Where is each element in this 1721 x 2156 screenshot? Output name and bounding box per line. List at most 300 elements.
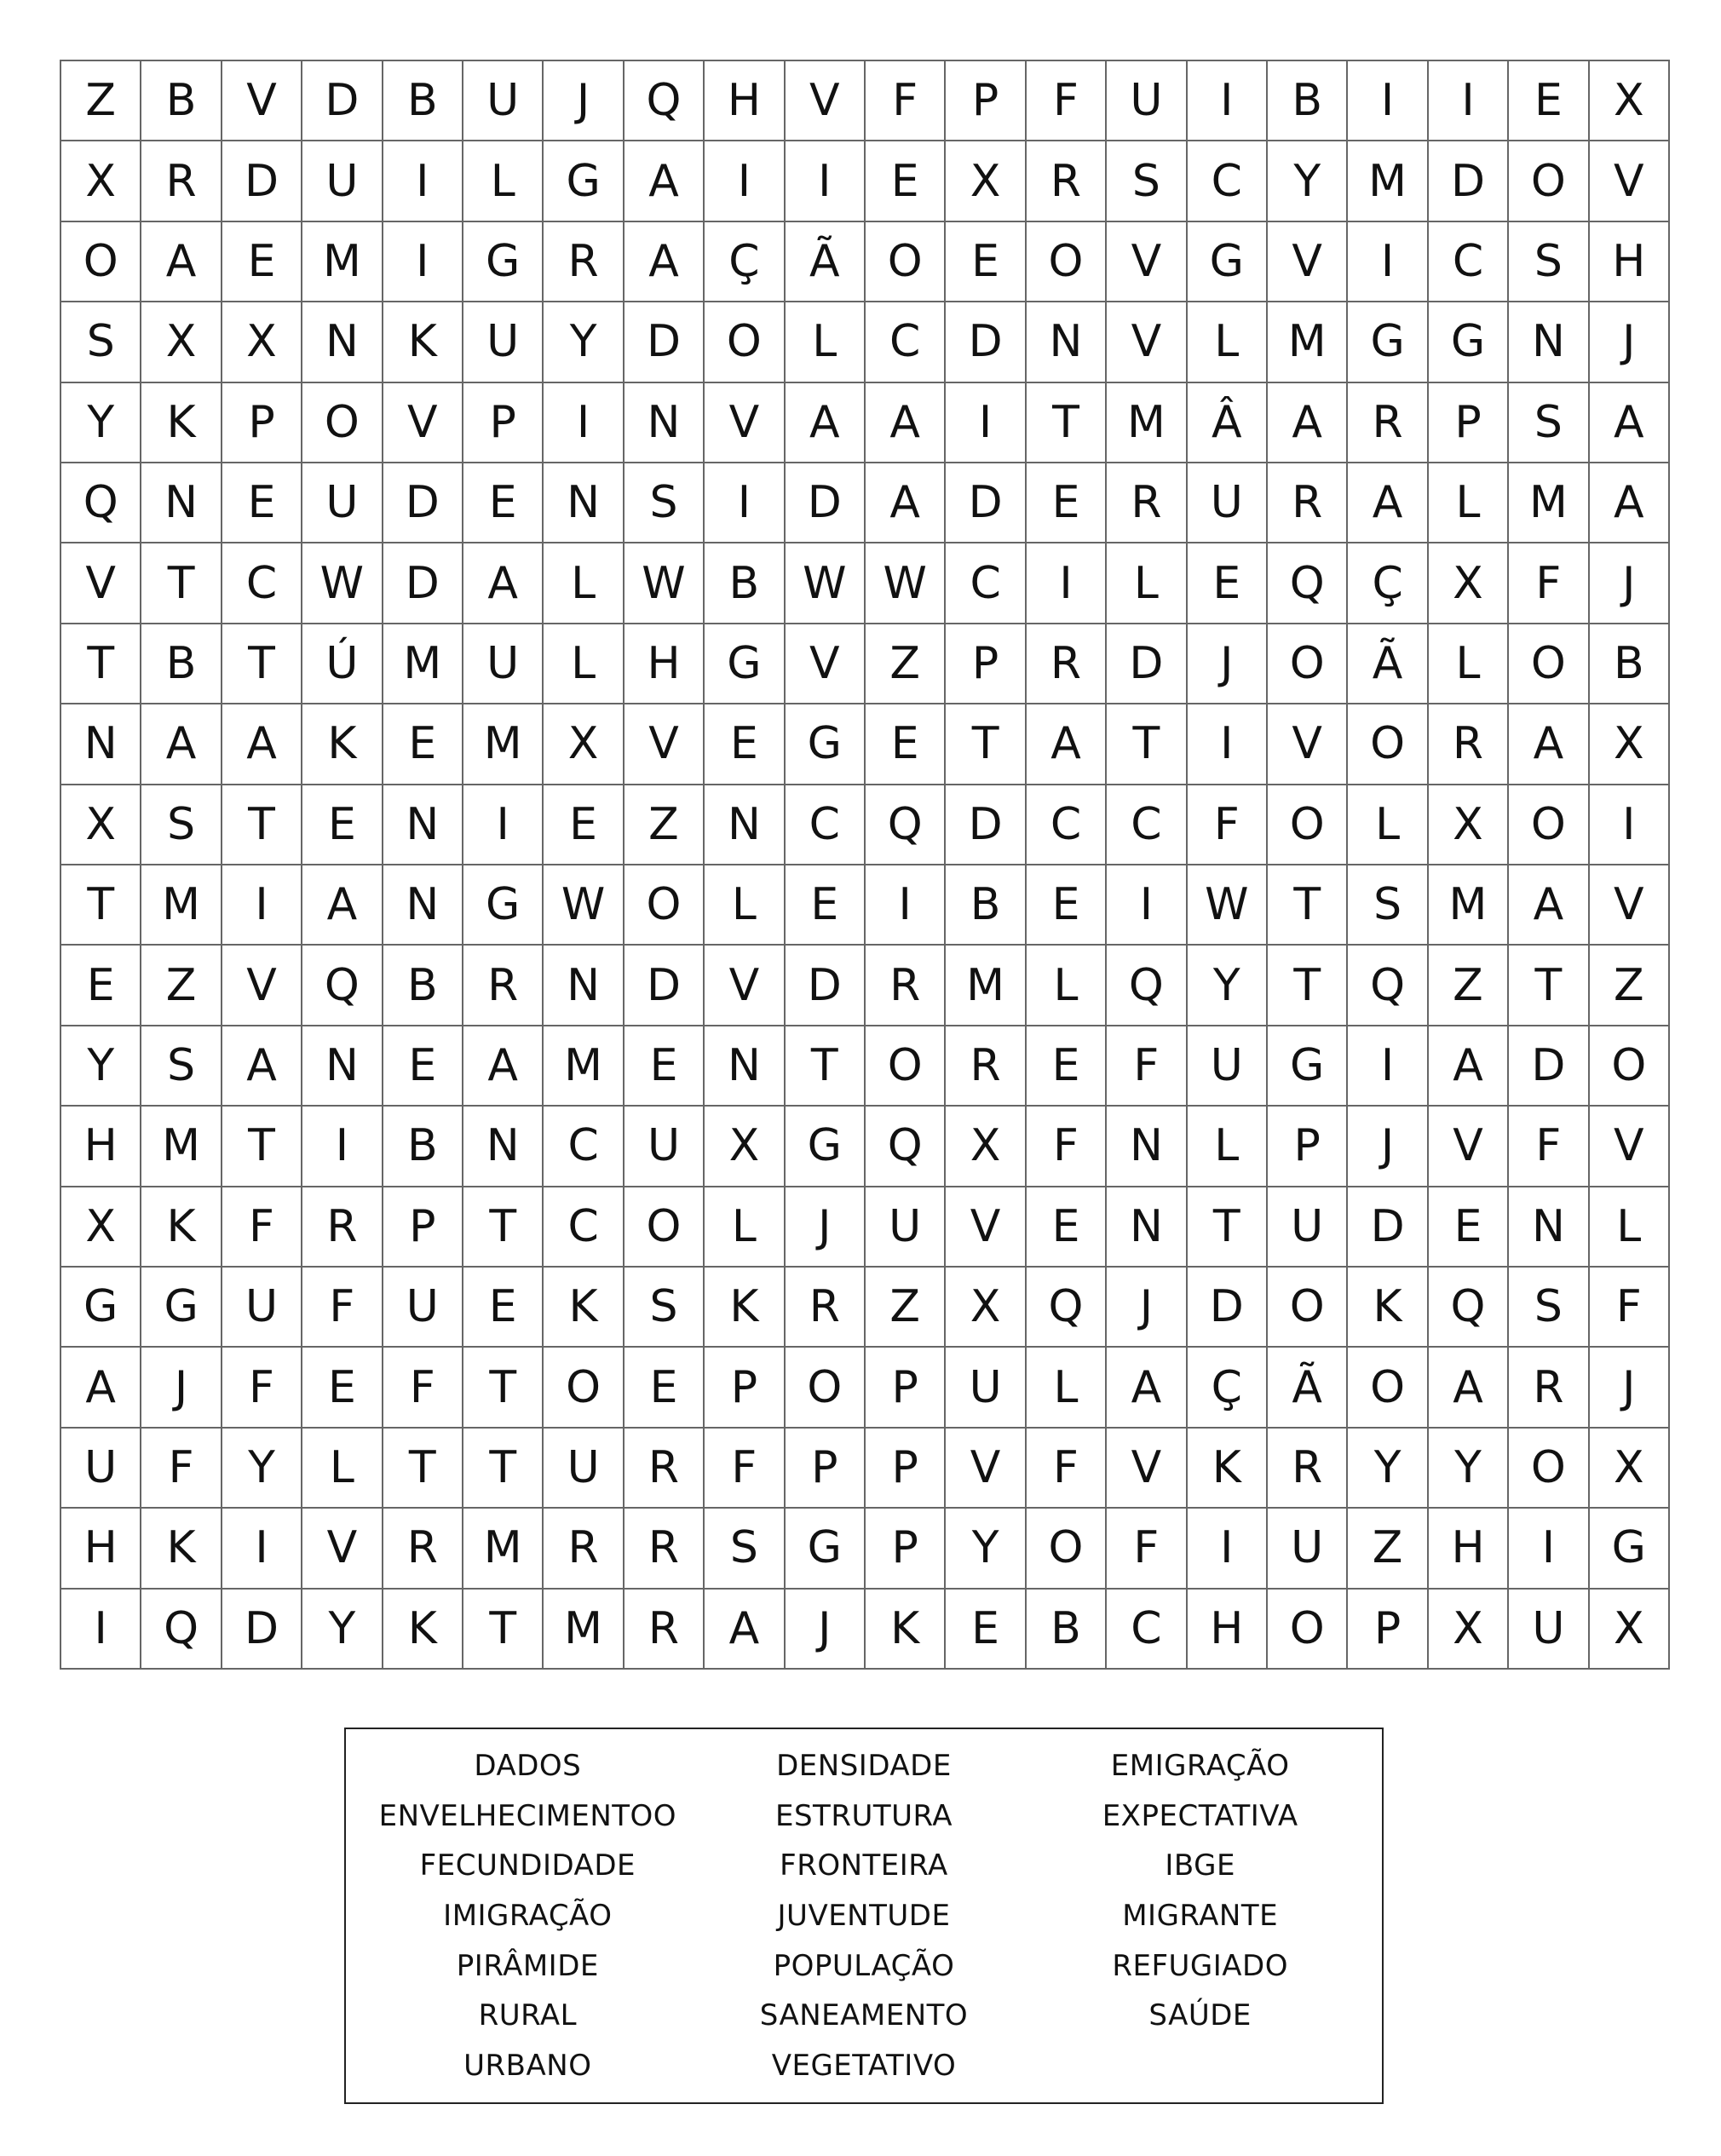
grid-cell[interactable]: A (222, 704, 302, 785)
grid-cell[interactable]: A (1590, 383, 1670, 463)
grid-cell[interactable]: R (1268, 463, 1348, 543)
grid-cell[interactable]: T (61, 865, 141, 946)
grid-cell[interactable]: Q (61, 463, 141, 543)
grid-cell[interactable]: M (302, 222, 383, 302)
grid-cell[interactable]: L (705, 865, 785, 946)
grid-cell[interactable]: E (946, 222, 1026, 302)
grid-cell[interactable]: E (625, 1348, 705, 1428)
grid-cell[interactable]: S (61, 302, 141, 382)
grid-cell[interactable]: A (1348, 463, 1428, 543)
grid-cell[interactable]: V (1107, 1429, 1187, 1509)
grid-cell[interactable]: E (463, 463, 544, 543)
grid-cell[interactable]: Ç (705, 222, 785, 302)
grid-cell[interactable]: A (1509, 865, 1589, 946)
grid-cell[interactable]: R (1107, 463, 1187, 543)
grid-cell[interactable]: P (705, 1348, 785, 1428)
grid-cell[interactable]: I (1509, 1509, 1589, 1589)
grid-cell[interactable]: F (1509, 543, 1589, 624)
grid-cell[interactable]: R (866, 946, 946, 1026)
grid-cell[interactable]: A (705, 1590, 785, 1670)
grid-cell[interactable]: V (946, 1429, 1026, 1509)
grid-cell[interactable]: B (383, 946, 463, 1026)
grid-cell[interactable]: F (866, 61, 946, 141)
grid-cell[interactable]: C (866, 302, 946, 382)
grid-cell[interactable]: Z (625, 785, 705, 865)
grid-cell[interactable]: U (1188, 463, 1268, 543)
grid-cell[interactable]: F (1107, 1509, 1187, 1589)
grid-cell[interactable]: R (141, 141, 222, 221)
grid-cell[interactable]: V (1590, 141, 1670, 221)
grid-cell[interactable]: H (1429, 1509, 1509, 1589)
grid-cell[interactable]: F (1509, 1107, 1589, 1187)
grid-cell[interactable]: I (1348, 61, 1428, 141)
grid-cell[interactable]: S (1348, 865, 1428, 946)
grid-cell[interactable]: O (1590, 1026, 1670, 1107)
grid-cell[interactable]: M (383, 624, 463, 704)
grid-cell[interactable]: M (1107, 383, 1187, 463)
grid-cell[interactable]: S (625, 1268, 705, 1348)
grid-cell[interactable]: F (383, 1348, 463, 1428)
grid-cell[interactable]: E (383, 1026, 463, 1107)
grid-cell[interactable]: E (946, 1590, 1026, 1670)
grid-cell[interactable]: H (1590, 222, 1670, 302)
grid-cell[interactable]: M (1268, 302, 1348, 382)
grid-cell[interactable]: E (705, 704, 785, 785)
grid-cell[interactable]: K (302, 704, 383, 785)
grid-cell[interactable]: U (625, 1107, 705, 1187)
grid-cell[interactable]: K (141, 383, 222, 463)
grid-cell[interactable]: B (383, 1107, 463, 1187)
grid-cell[interactable]: C (1188, 141, 1268, 221)
grid-cell[interactable]: A (1429, 1026, 1509, 1107)
grid-cell[interactable]: T (1268, 865, 1348, 946)
grid-cell[interactable]: P (866, 1348, 946, 1428)
grid-cell[interactable]: T (786, 1026, 866, 1107)
grid-cell[interactable]: E (866, 141, 946, 221)
grid-cell[interactable]: I (946, 383, 1026, 463)
grid-cell[interactable]: Y (61, 383, 141, 463)
grid-cell[interactable]: Q (302, 946, 383, 1026)
grid-cell[interactable]: B (141, 624, 222, 704)
grid-cell[interactable]: E (1027, 1026, 1107, 1107)
grid-cell[interactable]: S (1509, 1268, 1589, 1348)
grid-cell[interactable]: L (1027, 1348, 1107, 1428)
grid-cell[interactable]: L (544, 543, 624, 624)
grid-cell[interactable]: M (946, 946, 1026, 1026)
grid-cell[interactable]: P (786, 1429, 866, 1509)
grid-cell[interactable]: V (625, 704, 705, 785)
grid-cell[interactable]: L (1429, 463, 1509, 543)
grid-cell[interactable]: X (705, 1107, 785, 1187)
grid-cell[interactable]: F (1590, 1268, 1670, 1348)
grid-cell[interactable]: I (705, 463, 785, 543)
grid-cell[interactable]: Ç (1188, 1348, 1268, 1428)
grid-cell[interactable]: K (383, 1590, 463, 1670)
grid-cell[interactable]: I (544, 383, 624, 463)
grid-cell[interactable]: O (1509, 1429, 1589, 1509)
grid-cell[interactable]: U (302, 141, 383, 221)
grid-cell[interactable]: L (544, 624, 624, 704)
grid-cell[interactable]: T (1509, 946, 1589, 1026)
grid-cell[interactable]: T (1188, 1187, 1268, 1268)
grid-cell[interactable]: N (383, 785, 463, 865)
grid-cell[interactable]: A (222, 1026, 302, 1107)
grid-cell[interactable]: T (463, 1187, 544, 1268)
grid-cell[interactable]: A (141, 704, 222, 785)
grid-cell[interactable]: S (1509, 222, 1589, 302)
grid-cell[interactable]: X (1590, 61, 1670, 141)
grid-cell[interactable]: I (1027, 543, 1107, 624)
grid-cell[interactable]: V (705, 946, 785, 1026)
grid-cell[interactable]: N (302, 302, 383, 382)
grid-cell[interactable]: X (946, 141, 1026, 221)
grid-cell[interactable]: A (866, 463, 946, 543)
grid-cell[interactable]: R (383, 1509, 463, 1589)
grid-cell[interactable]: Q (625, 61, 705, 141)
grid-cell[interactable]: X (946, 1268, 1026, 1348)
grid-cell[interactable]: P (1268, 1107, 1348, 1187)
grid-cell[interactable]: D (383, 543, 463, 624)
grid-cell[interactable]: G (141, 1268, 222, 1348)
grid-cell[interactable]: S (141, 785, 222, 865)
grid-cell[interactable]: W (544, 865, 624, 946)
grid-cell[interactable]: O (1509, 785, 1589, 865)
grid-cell[interactable]: X (1429, 543, 1509, 624)
grid-cell[interactable]: F (1188, 785, 1268, 865)
grid-cell[interactable]: A (302, 865, 383, 946)
grid-cell[interactable]: I (1348, 222, 1428, 302)
grid-cell[interactable]: D (786, 463, 866, 543)
grid-cell[interactable]: X (61, 141, 141, 221)
grid-cell[interactable]: Q (141, 1590, 222, 1670)
grid-cell[interactable]: V (1268, 222, 1348, 302)
grid-cell[interactable]: V (1107, 302, 1187, 382)
grid-cell[interactable]: F (222, 1348, 302, 1428)
grid-cell[interactable]: E (1188, 543, 1268, 624)
grid-cell[interactable]: X (1429, 1590, 1509, 1670)
grid-cell[interactable]: H (625, 624, 705, 704)
grid-cell[interactable]: C (1429, 222, 1509, 302)
grid-cell[interactable]: E (61, 946, 141, 1026)
grid-cell[interactable]: I (786, 141, 866, 221)
grid-cell[interactable]: V (61, 543, 141, 624)
grid-cell[interactable]: I (1188, 61, 1268, 141)
grid-cell[interactable]: O (544, 1348, 624, 1428)
grid-cell[interactable]: C (1107, 1590, 1187, 1670)
grid-cell[interactable]: Y (1188, 946, 1268, 1026)
grid-cell[interactable]: D (946, 302, 1026, 382)
grid-cell[interactable]: V (786, 61, 866, 141)
grid-cell[interactable]: I (61, 1590, 141, 1670)
grid-cell[interactable]: E (383, 704, 463, 785)
grid-cell[interactable]: B (705, 543, 785, 624)
grid-cell[interactable]: C (1027, 785, 1107, 865)
grid-cell[interactable]: D (1188, 1268, 1268, 1348)
grid-cell[interactable]: T (383, 1429, 463, 1509)
grid-cell[interactable]: O (1509, 141, 1589, 221)
grid-cell[interactable]: L (1027, 946, 1107, 1026)
grid-cell[interactable]: B (383, 61, 463, 141)
grid-cell[interactable]: L (705, 1187, 785, 1268)
grid-cell[interactable]: U (544, 1429, 624, 1509)
grid-cell[interactable]: E (1429, 1187, 1509, 1268)
grid-cell[interactable]: A (625, 141, 705, 221)
grid-cell[interactable]: P (383, 1187, 463, 1268)
grid-cell[interactable]: N (705, 1026, 785, 1107)
grid-cell[interactable]: C (544, 1107, 624, 1187)
grid-cell[interactable]: M (1348, 141, 1428, 221)
grid-cell[interactable]: Z (61, 61, 141, 141)
grid-cell[interactable]: K (1188, 1429, 1268, 1509)
grid-cell[interactable]: E (1027, 865, 1107, 946)
grid-cell[interactable]: X (946, 1107, 1026, 1187)
grid-cell[interactable]: D (946, 463, 1026, 543)
grid-cell[interactable]: I (1107, 865, 1187, 946)
grid-cell[interactable]: C (786, 785, 866, 865)
grid-cell[interactable]: G (705, 624, 785, 704)
grid-cell[interactable]: T (141, 543, 222, 624)
grid-cell[interactable]: V (222, 946, 302, 1026)
grid-cell[interactable]: R (302, 1187, 383, 1268)
grid-cell[interactable]: M (141, 865, 222, 946)
grid-cell[interactable]: Q (1268, 543, 1348, 624)
grid-cell[interactable]: L (463, 141, 544, 221)
grid-cell[interactable]: I (222, 865, 302, 946)
grid-cell[interactable]: Z (141, 946, 222, 1026)
grid-cell[interactable]: D (946, 785, 1026, 865)
grid-cell[interactable]: R (625, 1590, 705, 1670)
grid-cell[interactable]: R (1348, 383, 1428, 463)
grid-cell[interactable]: U (302, 463, 383, 543)
grid-cell[interactable]: O (1348, 1348, 1428, 1428)
grid-cell[interactable]: T (946, 704, 1026, 785)
grid-cell[interactable]: L (1188, 302, 1268, 382)
grid-cell[interactable]: E (463, 1268, 544, 1348)
grid-cell[interactable]: V (946, 1187, 1026, 1268)
grid-cell[interactable]: O (866, 1026, 946, 1107)
grid-cell[interactable]: J (1590, 1348, 1670, 1428)
grid-cell[interactable]: L (1590, 1187, 1670, 1268)
grid-cell[interactable]: T (463, 1590, 544, 1670)
grid-cell[interactable]: Y (61, 1026, 141, 1107)
grid-cell[interactable]: Q (1429, 1268, 1509, 1348)
grid-cell[interactable]: Y (302, 1590, 383, 1670)
grid-cell[interactable]: P (1348, 1590, 1428, 1670)
grid-cell[interactable]: W (302, 543, 383, 624)
grid-cell[interactable]: T (222, 624, 302, 704)
grid-cell[interactable]: Q (1348, 946, 1428, 1026)
grid-cell[interactable]: R (1027, 141, 1107, 221)
grid-cell[interactable]: G (786, 704, 866, 785)
grid-cell[interactable]: E (786, 865, 866, 946)
grid-cell[interactable]: Ã (1348, 624, 1428, 704)
grid-cell[interactable]: L (1429, 624, 1509, 704)
grid-cell[interactable]: T (463, 1348, 544, 1428)
grid-cell[interactable]: A (1429, 1348, 1509, 1428)
grid-cell[interactable]: B (1590, 624, 1670, 704)
grid-cell[interactable]: O (705, 302, 785, 382)
grid-cell[interactable]: K (705, 1268, 785, 1348)
grid-cell[interactable]: I (383, 222, 463, 302)
grid-cell[interactable]: N (1509, 1187, 1589, 1268)
grid-cell[interactable]: X (222, 302, 302, 382)
grid-cell[interactable]: Q (866, 1107, 946, 1187)
grid-cell[interactable]: Y (946, 1509, 1026, 1589)
grid-cell[interactable]: D (1107, 624, 1187, 704)
grid-cell[interactable]: K (1348, 1268, 1428, 1348)
grid-cell[interactable]: P (1429, 383, 1509, 463)
grid-cell[interactable]: D (1509, 1026, 1589, 1107)
grid-cell[interactable]: O (1268, 624, 1348, 704)
grid-cell[interactable]: L (302, 1429, 383, 1509)
grid-cell[interactable]: R (786, 1268, 866, 1348)
grid-cell[interactable]: U (463, 302, 544, 382)
grid-cell[interactable]: N (625, 383, 705, 463)
grid-cell[interactable]: R (1268, 1429, 1348, 1509)
grid-cell[interactable]: O (1027, 222, 1107, 302)
grid-cell[interactable]: X (1590, 1429, 1670, 1509)
grid-cell[interactable]: A (463, 543, 544, 624)
grid-cell[interactable]: Z (1348, 1509, 1428, 1589)
grid-cell[interactable]: Z (1429, 946, 1509, 1026)
grid-cell[interactable]: J (1348, 1107, 1428, 1187)
grid-cell[interactable]: Y (1429, 1429, 1509, 1509)
grid-cell[interactable]: P (946, 624, 1026, 704)
grid-cell[interactable]: I (302, 1107, 383, 1187)
grid-cell[interactable]: X (1429, 785, 1509, 865)
grid-cell[interactable]: B (1027, 1590, 1107, 1670)
grid-cell[interactable]: N (383, 865, 463, 946)
grid-cell[interactable]: T (463, 1429, 544, 1509)
grid-cell[interactable]: R (1429, 704, 1509, 785)
grid-cell[interactable]: X (544, 704, 624, 785)
grid-cell[interactable]: K (141, 1187, 222, 1268)
grid-cell[interactable]: B (141, 61, 222, 141)
grid-cell[interactable]: C (222, 543, 302, 624)
grid-cell[interactable]: T (1268, 946, 1348, 1026)
grid-cell[interactable]: A (1509, 704, 1589, 785)
grid-cell[interactable]: J (786, 1590, 866, 1670)
grid-cell[interactable]: W (625, 543, 705, 624)
grid-cell[interactable]: A (1107, 1348, 1187, 1428)
grid-cell[interactable]: N (544, 946, 624, 1026)
grid-cell[interactable]: M (463, 1509, 544, 1589)
grid-cell[interactable]: N (141, 463, 222, 543)
grid-cell[interactable]: V (302, 1509, 383, 1589)
grid-cell[interactable]: A (1268, 383, 1348, 463)
grid-cell[interactable]: D (302, 61, 383, 141)
grid-cell[interactable]: D (625, 302, 705, 382)
grid-cell[interactable]: A (786, 383, 866, 463)
grid-cell[interactable]: I (1188, 1509, 1268, 1589)
grid-cell[interactable]: I (222, 1509, 302, 1589)
grid-cell[interactable]: E (302, 1348, 383, 1428)
grid-cell[interactable]: X (61, 1187, 141, 1268)
grid-cell[interactable]: Q (866, 785, 946, 865)
grid-cell[interactable]: R (1509, 1348, 1589, 1428)
grid-cell[interactable]: X (1590, 704, 1670, 785)
grid-cell[interactable]: V (222, 61, 302, 141)
grid-cell[interactable]: U (1107, 61, 1187, 141)
grid-cell[interactable]: I (463, 785, 544, 865)
grid-cell[interactable]: K (544, 1268, 624, 1348)
grid-cell[interactable]: B (946, 865, 1026, 946)
grid-cell[interactable]: Y (544, 302, 624, 382)
grid-cell[interactable]: A (61, 1348, 141, 1428)
grid-cell[interactable]: D (383, 463, 463, 543)
grid-cell[interactable]: V (1590, 1107, 1670, 1187)
grid-cell[interactable]: H (1188, 1590, 1268, 1670)
grid-cell[interactable]: P (463, 383, 544, 463)
grid-cell[interactable]: D (786, 946, 866, 1026)
grid-cell[interactable]: R (1027, 624, 1107, 704)
grid-cell[interactable]: O (1268, 785, 1348, 865)
grid-cell[interactable]: O (302, 383, 383, 463)
grid-cell[interactable]: Â (1188, 383, 1268, 463)
grid-cell[interactable]: V (1429, 1107, 1509, 1187)
grid-cell[interactable]: F (141, 1429, 222, 1509)
grid-cell[interactable]: N (1509, 302, 1589, 382)
grid-cell[interactable]: G (1429, 302, 1509, 382)
grid-cell[interactable]: Z (866, 624, 946, 704)
grid-cell[interactable]: O (625, 1187, 705, 1268)
grid-cell[interactable]: F (1027, 1107, 1107, 1187)
grid-cell[interactable]: F (705, 1429, 785, 1509)
grid-cell[interactable]: R (463, 946, 544, 1026)
grid-cell[interactable]: J (544, 61, 624, 141)
grid-cell[interactable]: O (1268, 1268, 1348, 1348)
grid-cell[interactable]: O (61, 222, 141, 302)
grid-cell[interactable]: T (222, 1107, 302, 1187)
grid-cell[interactable]: L (1348, 785, 1428, 865)
grid-cell[interactable]: E (222, 463, 302, 543)
grid-cell[interactable]: A (463, 1026, 544, 1107)
grid-cell[interactable]: T (1107, 704, 1187, 785)
grid-cell[interactable]: G (544, 141, 624, 221)
grid-cell[interactable]: G (463, 865, 544, 946)
grid-cell[interactable]: R (946, 1026, 1026, 1107)
grid-cell[interactable]: V (383, 383, 463, 463)
grid-cell[interactable]: T (222, 785, 302, 865)
grid-cell[interactable]: G (1590, 1509, 1670, 1589)
grid-cell[interactable]: W (1188, 865, 1268, 946)
grid-cell[interactable]: G (463, 222, 544, 302)
grid-cell[interactable]: Z (866, 1268, 946, 1348)
grid-cell[interactable]: N (302, 1026, 383, 1107)
grid-cell[interactable]: E (625, 1026, 705, 1107)
grid-cell[interactable]: S (141, 1026, 222, 1107)
grid-cell[interactable]: S (1509, 383, 1589, 463)
grid-cell[interactable]: R (625, 1429, 705, 1509)
grid-cell[interactable]: A (1590, 463, 1670, 543)
grid-cell[interactable]: D (1429, 141, 1509, 221)
grid-cell[interactable]: U (946, 1348, 1026, 1428)
grid-cell[interactable]: V (786, 624, 866, 704)
grid-cell[interactable]: N (544, 463, 624, 543)
grid-cell[interactable]: Z (1590, 946, 1670, 1026)
grid-cell[interactable]: G (786, 1509, 866, 1589)
grid-cell[interactable]: D (222, 141, 302, 221)
grid-cell[interactable]: R (544, 222, 624, 302)
grid-cell[interactable]: D (1348, 1187, 1428, 1268)
grid-cell[interactable]: L (1107, 543, 1187, 624)
grid-cell[interactable]: A (1027, 704, 1107, 785)
grid-cell[interactable]: F (302, 1268, 383, 1348)
grid-cell[interactable]: L (1188, 1107, 1268, 1187)
grid-cell[interactable]: G (61, 1268, 141, 1348)
grid-cell[interactable]: A (866, 383, 946, 463)
grid-cell[interactable]: V (705, 383, 785, 463)
